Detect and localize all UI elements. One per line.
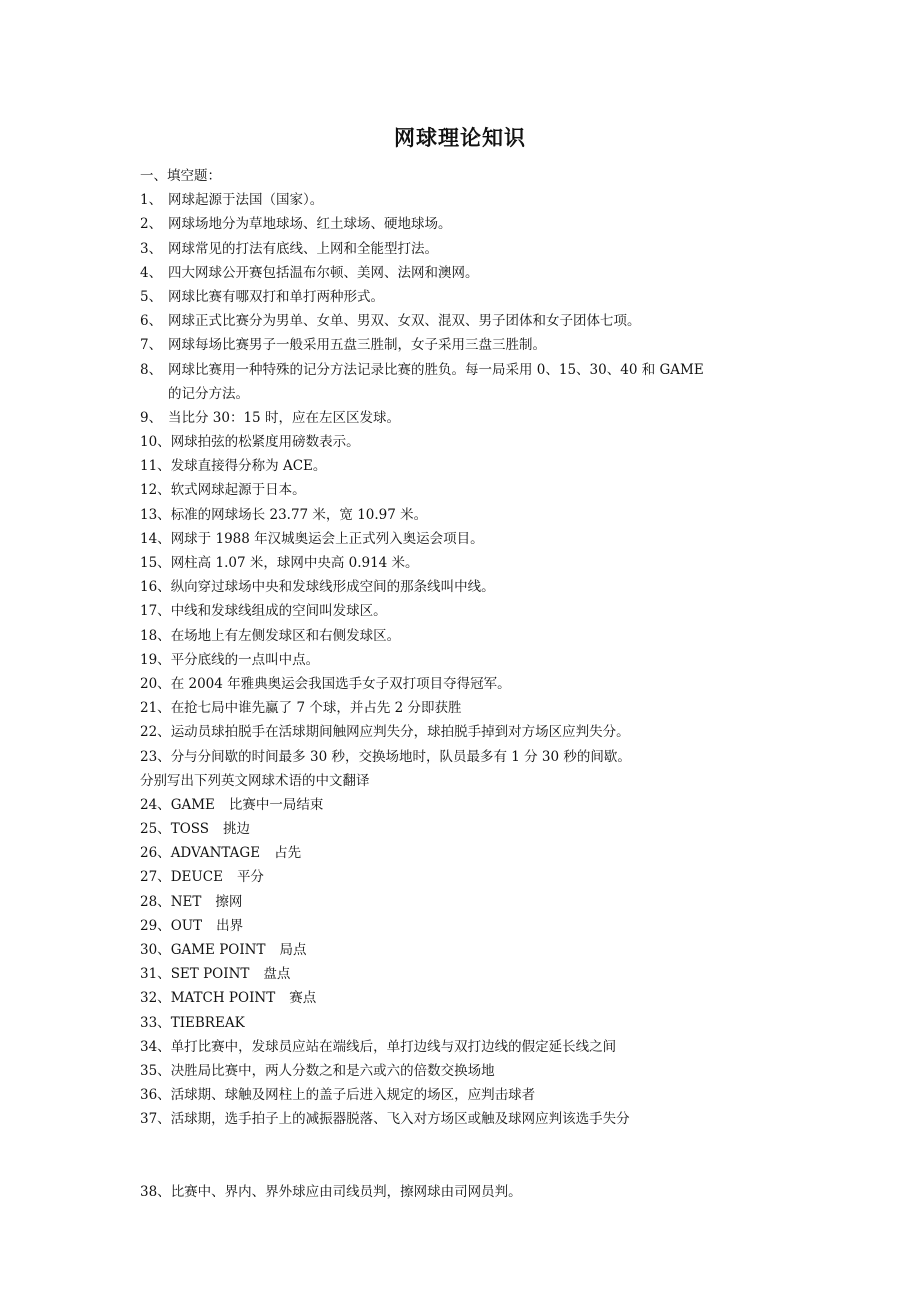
list-item: 11、 发球直接得分称为 ACE。 [140,458,327,475]
list-item: 8、 网球比赛用一种特殊的记分方法记录比赛的胜负。每一局采用 0、15、30、40 和 GAME [140,361,704,378]
page-title: 网球理论知识 [394,126,526,150]
list-item: 36、活球期、球触及网柱上的盖子后进入规定的场区，应判击球者 [140,1087,536,1104]
list-item: 32、MATCH POINT 赛点 [140,990,317,1007]
list-item: 5、 网球比赛有哪双打和单打两种形式。 [140,288,384,305]
list-item: 38、比赛中、界内、界外球应由司线员判，擦网球由司网员判。 [140,1183,522,1200]
list-item: 17、 中线和发球线组成的空间叫发球区。 [140,603,387,620]
list-item: 24、GAME 比赛中一局结束 [140,796,324,813]
list-item: 21、 在抢七局中谁先赢了 7 个球，并占先 2 分即获胜 [140,700,462,717]
list-item-continuation: 的记分方法。 [168,385,249,402]
list-item: 7、 网球每场比赛男子一般采用五盘三胜制，女子采用三盘三胜制。 [140,337,546,354]
list-item: 9、 当比分 30：15 时，应在左区区发球。 [140,409,400,426]
fill-blank-list [140,188,790,769]
list-item: 28、NET 擦网 [140,893,243,910]
list-item: 6、 网球正式比赛分为男单、女单、男双、女双、混双、男子团体和女子团体七项。 [140,313,641,330]
list-item: 4、 四大网球公开赛包括温布尔顿、美网、法网和澳网。 [140,264,479,281]
list-item: 29、OUT 出界 [140,917,244,934]
list-item: 19、 平分底线的一点叫中点。 [140,651,320,668]
blank-line [140,1132,790,1156]
list-item: 34、单打比赛中，发球员应站在端线后，单打边线与双打边线的假定延长线之间 [140,1038,617,1055]
rules-list [140,1035,790,1132]
list-item: 31、SET POINT 盘点 [140,966,291,983]
list-item: 13、 标准的网球场长 23.77 米，宽 10.97 米。 [140,506,428,523]
list-item: 20、 在 2004 年雅典奥运会我国选手女子双打项目夺得冠军。 [140,675,511,692]
blank-line [140,1156,790,1180]
section-heading-translation: 分别写出下列英文网球术语的中文翻译 [140,772,370,789]
list-item: 37、活球期，选手拍子上的减振器脱落、飞入对方场区或触及球网应判该选手失分 [140,1111,630,1128]
list-item: 10、 网球拍弦的松紧度用磅数表示。 [140,434,360,451]
list-item: 14、 网球于 1988 年汉城奥运会上正式列入奥运会项目。 [140,530,484,547]
list-item: 2、 网球场地分为草地球场、红土球场、硬地球场。 [140,216,452,233]
list-item: 26、ADVANTAGE 占先 [140,845,302,862]
list-item: 33、TIEBREAK [140,1014,245,1031]
list-item: 3、 网球常见的打法有底线、上网和全能型打法。 [140,240,438,257]
list-item: 1、 网球起源于法国（国家）。 [140,192,324,209]
list-item: 18、 在场地上有左侧发球区和右侧发球区。 [140,627,401,644]
list-item: 16、 纵向穿过球场中央和发球线形成空间的那条线叫中线。 [140,579,495,596]
list-item: 30、GAME POINT 局点 [140,942,307,958]
document-body [140,164,790,1204]
list-item: 35、决胜局比赛中，两人分数之和是六或六的倍数交换场地 [140,1062,495,1079]
section-heading-fill-blank: 一、填空题： [140,168,221,184]
list-item: 27、DEUCE 平分 [140,869,264,886]
list-item: 12、 软式网球起源于日本。 [140,482,306,499]
list-item: 22、 运动员球拍脱手在活球期间触网应判失分，球拍脱手掉到对方场区应判失分。 [140,724,630,741]
list-item: 15、 网柱高 1.07 米，球网中央高 0.914 米。 [140,555,419,571]
list-item: 23、 分与分间歇的时间最多 30 秒，交换场地时，队员最多有 1 分 30 秒的间歇。 [140,748,631,765]
translation-list [140,793,790,1035]
list-item: 25、TOSS 挑边 [140,821,251,838]
